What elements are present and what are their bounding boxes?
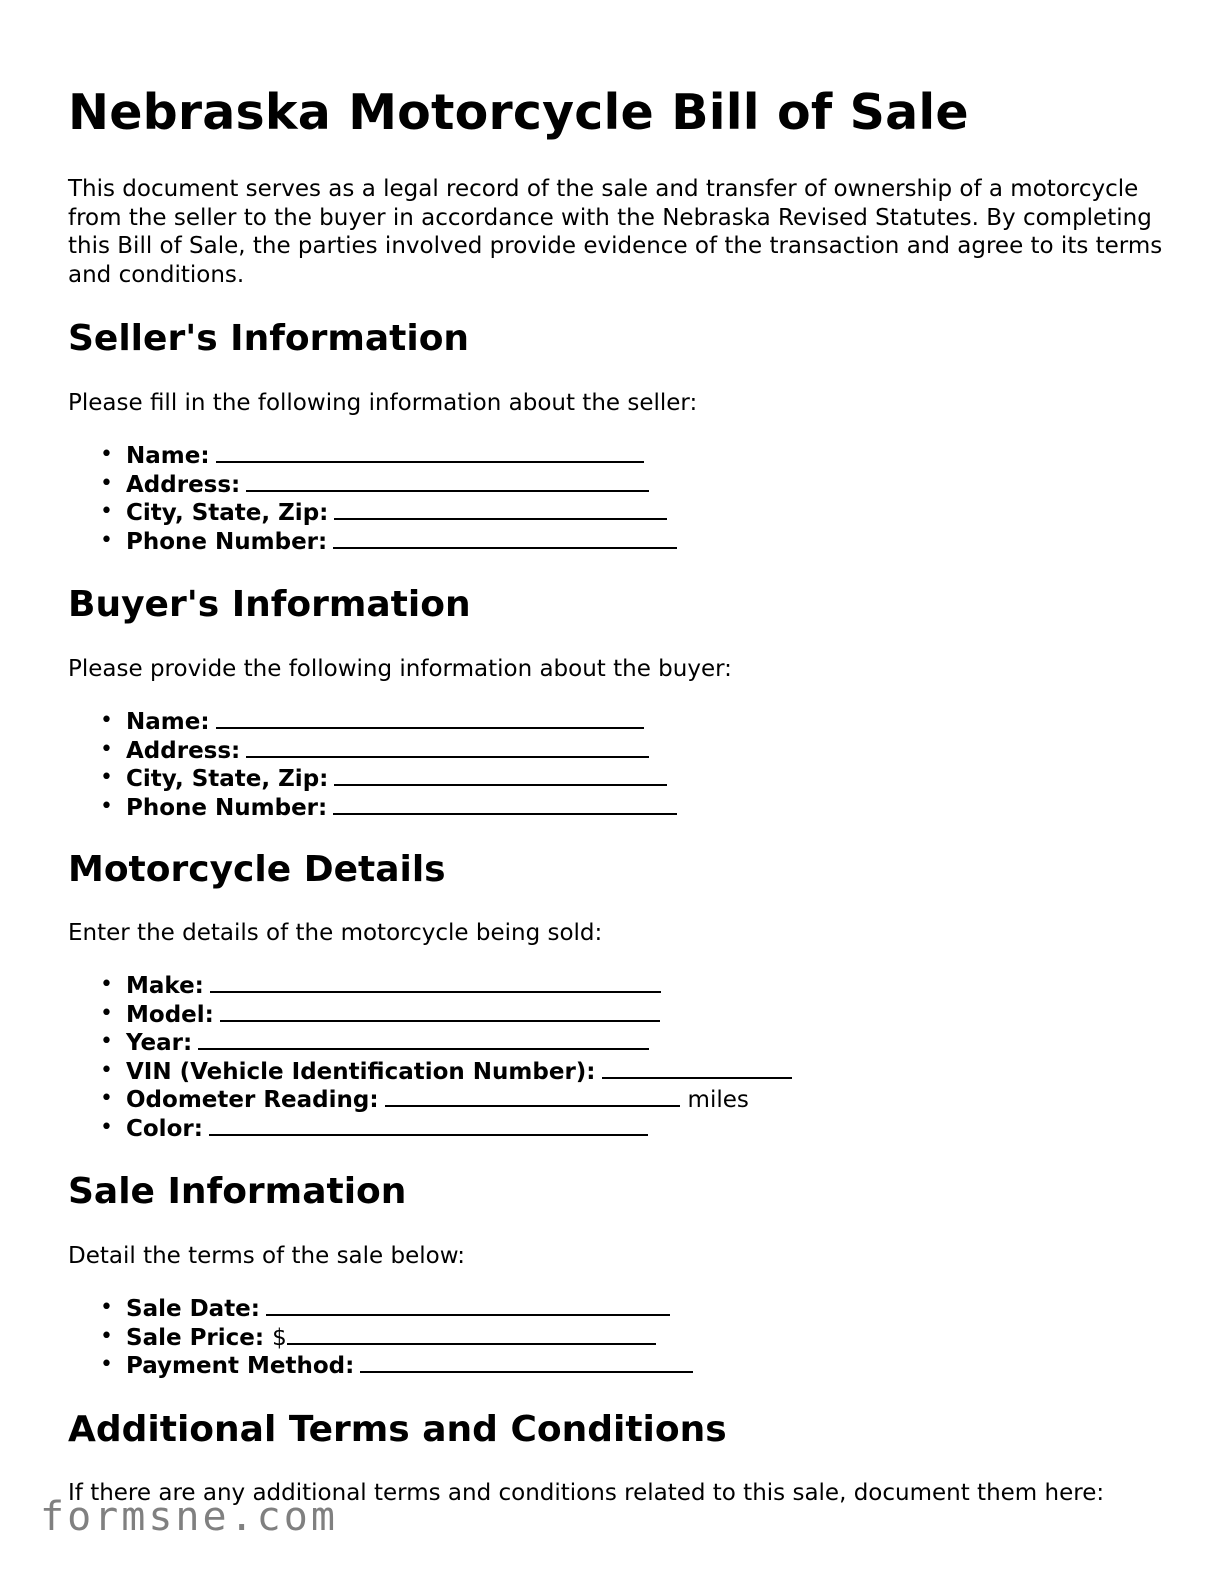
payment-method-field[interactable] [360, 1351, 693, 1373]
list-item [68, 1000, 792, 1029]
seller-phone-field[interactable] [333, 527, 677, 549]
sale-field-list [68, 1294, 693, 1380]
field-label: City, State, Zip: [126, 766, 329, 792]
field-label: Odometer Reading: [126, 1087, 379, 1113]
field-label: Model: [126, 1001, 214, 1028]
list-item [68, 1114, 792, 1143]
list-item [68, 1028, 792, 1057]
sale-heading: Sale Information [68, 1171, 407, 1212]
motorcycle-lead: Enter the details of the motorcycle being sold: [68, 920, 603, 946]
buyer-address-field[interactable] [246, 736, 649, 758]
currency-symbol: $ [272, 1324, 287, 1351]
list-item [68, 1351, 693, 1380]
field-label: Name: [126, 709, 210, 735]
sale-lead: Detail the terms of the sale below: [68, 1243, 466, 1269]
color-field[interactable] [209, 1114, 648, 1136]
list-item [68, 470, 677, 499]
vin-field[interactable] [602, 1057, 792, 1079]
motorcycle-heading: Motorcycle Details [68, 849, 446, 890]
seller-lead: Please fill in the following information about the seller: [68, 390, 698, 416]
list-item [68, 971, 792, 1000]
list-item [68, 707, 677, 736]
year-field[interactable] [198, 1028, 649, 1050]
buyer-field-list [68, 707, 677, 821]
list-item [68, 441, 677, 470]
field-label: Payment Method: [126, 1353, 355, 1379]
field-label: Color: [126, 1115, 203, 1142]
list-item [68, 1294, 693, 1323]
list-item [68, 1085, 792, 1114]
list-item [68, 527, 677, 556]
seller-heading: Seller's Information [68, 318, 470, 359]
list-item [68, 736, 677, 765]
list-item [68, 1057, 792, 1086]
field-label: City, State, Zip: [126, 500, 329, 526]
model-field[interactable] [220, 1000, 660, 1022]
intro-paragraph: This document serves as a legal record of the sale and transfer of ownership of a motorcycle from the seller to the buyer in accordance with the Nebraska Revised Statutes. By completing this Bill of Sale, the parties involved provide evidence of the transaction and agree to its terms and conditions. [68, 176, 1163, 288]
field-label: Name: [126, 443, 210, 469]
list-item [68, 793, 677, 822]
motorcycle-field-list [68, 971, 792, 1142]
field-label: Address: [126, 737, 241, 764]
seller-field-list [68, 441, 677, 555]
field-label: Sale Price: [126, 1324, 265, 1351]
seller-address-field[interactable] [246, 470, 649, 492]
buyer-heading: Buyer's Information [68, 584, 471, 625]
field-label: Phone Number: [126, 794, 328, 821]
buyer-city-state-zip-field[interactable] [334, 764, 667, 786]
field-label: Phone Number: [126, 528, 328, 555]
buyer-name-field[interactable] [216, 707, 644, 729]
sale-date-field[interactable] [266, 1294, 670, 1316]
odometer-unit: miles [687, 1087, 749, 1113]
field-label: VIN (Vehicle Identification Number): [126, 1058, 596, 1085]
list-item [68, 498, 677, 527]
site-watermark: formsne.com [40, 1494, 338, 1540]
buyer-lead: Please provide the following information about the buyer: [68, 656, 732, 682]
buyer-phone-field[interactable] [333, 793, 677, 815]
sale-price-field[interactable] [287, 1323, 656, 1345]
additional-terms-heading: Additional Terms and Conditions [68, 1409, 727, 1450]
additional-terms-lead: If there are any additional terms and conditions related to this sale, document them here: [68, 1480, 1105, 1506]
seller-city-state-zip-field[interactable] [334, 498, 667, 520]
document-title: Nebraska Motorcycle Bill of Sale [68, 84, 969, 141]
list-item [68, 764, 677, 793]
field-label: Sale Date: [126, 1296, 260, 1322]
field-label: Make: [126, 973, 204, 999]
field-label: Address: [126, 471, 241, 498]
odometer-field[interactable] [385, 1085, 680, 1107]
field-label: Year: [126, 1030, 193, 1056]
make-field[interactable] [210, 971, 661, 993]
seller-name-field[interactable] [216, 441, 644, 463]
list-item [68, 1323, 693, 1352]
